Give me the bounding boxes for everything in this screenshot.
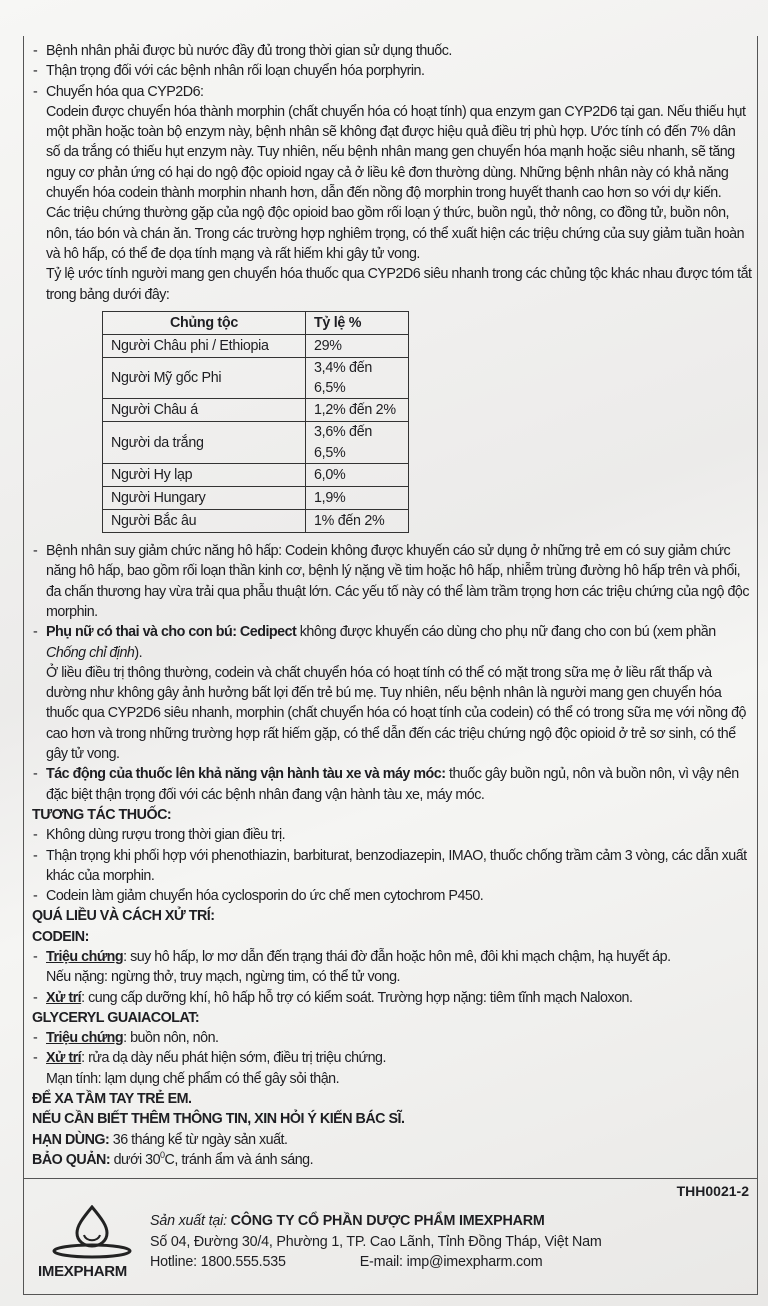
pregnancy-end: ). <box>134 644 143 661</box>
interaction-item: - Thận trọng khi phối hợp với phenothiazin, barbiturat, benzodiazepin, IMAO, thuốc chống trầm cảm 3 vòng, các dẫn xuất khác của morphin. <box>32 846 752 887</box>
treatment-text: : rửa dạ dày nếu phát hiện sớm, điều trị triệu chứng. <box>81 1050 386 1067</box>
pregnancy-item <box>32 622 752 663</box>
table-row <box>103 422 409 464</box>
driving-item <box>32 764 752 805</box>
symptoms-text: : suy hô hấp, lơ mơ dẫn đến trạng thái đờ đẫn hoặc hôn mê, đôi khi mạch chậm, hạ huyết áp. <box>123 948 671 965</box>
precaution-item: - Bệnh nhân phải được bù nước đầy đủ trong thời gian sử dụng thuốc. <box>32 41 752 61</box>
precaution-item: - Thận trọng đối với các bệnh nhân rối loạn chuyển hóa porphyrin. <box>32 61 752 81</box>
pregnancy-text: không được khuyến cáo dùng cho phụ nữ đang cho con bú (xem phần <box>296 624 716 641</box>
symptoms-label: Triệu chứng <box>46 1030 124 1047</box>
storage-value: dưới 30 <box>110 1151 161 1168</box>
treatment-text: : cung cấp dưỡng khí, hô hấp hỗ trợ có kiểm soát. Trường hợp nặng: tiêm tĩnh mạch Naloxon. <box>81 989 633 1006</box>
pregnancy-paragraph: Ở liều điều trị thông thường, codein và chất chuyển hóa có hoạt tính có thể có mặt trong sữa mẹ ở liều rất thấp và dường như không gây ảnh hưởng bất lợi đến trẻ bú mẹ. Tuy nhiên, nếu bệnh nhân là người mang gen chuyển hóa thuốc qua CYP2D6 siêu nhanh, morphin (chất chuyển hóa có hoạt tính của codein) có thể có trong sữa mẹ với nồng độ cao hơn và trong những trường hợp rất hiếm gặp, có thể dẫn đến các triệu chứng ngộ độc opioid ở trẻ sơ sinh, có thể gây tử vong. <box>46 664 746 763</box>
manufacturer-box <box>23 1179 758 1295</box>
storage-label: BẢO QUẢN: <box>32 1151 111 1168</box>
ethnicity-table <box>102 311 409 533</box>
rate-cell: 3,6% đến 6,5% <box>306 422 409 464</box>
ethnicity-cell: Người Châu phi / Ethiopia <box>103 334 306 357</box>
storage-value: C, tránh ẩm và ánh sáng. <box>164 1151 314 1168</box>
pregnancy-label: Phụ nữ có thai và cho con bú: Cedipect <box>46 624 297 641</box>
driving-label: Tác động của thuốc lên khả năng vận hành tàu xe và máy móc: <box>46 766 446 783</box>
rate-cell: 29% <box>306 334 409 357</box>
rate-cell: 6,0% <box>306 464 409 487</box>
leaflet-text <box>32 41 752 1170</box>
rate-cell: 1,9% <box>306 487 409 510</box>
table-row <box>103 357 409 399</box>
logo-text: IMEXPHARM <box>38 1263 127 1281</box>
interaction-item: - Codein làm giảm chuyển hóa cyclosporin do ức chế men cytochrom P450. <box>32 886 752 906</box>
interaction-item: - Không dùng rượu trong thời gian điều trị. <box>32 825 752 845</box>
ethnicity-cell: Người Hungary <box>103 487 306 510</box>
table-row <box>103 487 409 510</box>
guaiacolat-heading: GLYCERYL GUAIACOLAT: <box>32 1009 200 1026</box>
rate-cell: 3,4% đến 6,5% <box>306 357 409 399</box>
notice: NẾU CẦN BIẾT THÊM THÔNG TIN, XIN HỎI Ý KIẾN BÁC SĨ. <box>32 1111 405 1128</box>
codein-heading: CODEIN: <box>32 928 89 945</box>
interactions-heading: TƯƠNG TÁC THUỐC: <box>32 806 172 823</box>
respiratory-item: - Bệnh nhân suy giảm chức năng hô hấp: Codein không được khuyến cáo sử dụng ở những trẻ em có suy giảm chức năng hô hấp, bao gồm rối loạn thần kinh cơ, bệnh lý nặng về tim hoặc hô hấp, nhiễm trùng đường hô hấp trên và phổi, đa chấn thương hay vừa trải qua phẫu thuật lớn. Các yếu tố này có thể làm trầm trọng hơn các triệu chứng của ngộ độc morphin. <box>32 541 752 622</box>
symptoms-text: : buồn nôn, nôn. <box>123 1030 219 1047</box>
degree-sup: 0 <box>160 1150 165 1161</box>
guaiacolat-chronic: Mạn tính: lạm dụng chế phẩm có thể gây sỏi thận. <box>46 1070 340 1087</box>
column-header: Tỷ lệ % <box>306 311 409 334</box>
codein-treatment <box>32 988 752 1008</box>
shelf-life-value: 36 tháng kể từ ngày sản xuất. <box>109 1131 288 1148</box>
document-code: THH0021-2 <box>676 1183 749 1200</box>
ethnicity-cell: Người Hy lạp <box>103 464 306 487</box>
storage <box>32 1150 752 1170</box>
pregnancy-ref: Chống chỉ định <box>46 644 135 661</box>
table-header-row <box>103 311 409 334</box>
notice: ĐỂ XA TẦM TAY TRẺ EM. <box>32 1091 192 1108</box>
manufacturer-info <box>150 1211 602 1273</box>
treatment-label: Xử trí <box>46 1050 82 1067</box>
main-content-box <box>23 36 758 1179</box>
imexpharm-logo-icon <box>36 1205 148 1261</box>
made-label: Sản xuất tại: <box>150 1213 227 1230</box>
treatment-label: Xử trí <box>46 989 82 1006</box>
table-row <box>103 334 409 357</box>
ethnicity-cell: Người Bắc âu <box>103 510 306 533</box>
email: E-mail: imp@imexpharm.com <box>359 1254 543 1271</box>
cyp-paragraph: Các triệu chứng thường gặp của ngộ độc opioid bao gồm rối loạn ý thức, buồn ngủ, thở nông, co đồng tử, buồn nôn, nôn, táo bón và chán ăn. Trong các trường hợp nghiêm trọng, có thể xuất hiện các triệu chứng của suy giảm tuần hoàn và hô hấp, có thể đe dọa tính mạng và rất hiếm khi gây tử vong. <box>46 205 745 262</box>
hotline: Hotline: 1800.555.535 <box>150 1254 286 1271</box>
cyp-paragraph: Tỷ lệ ước tính người mang gen chuyển hóa thuốc qua CYP2D6 siêu nhanh trong các chủng tộc khác nhau được tóm tắt trong bảng dưới đây: <box>46 266 752 303</box>
column-header: Chủng tộc <box>103 311 306 334</box>
ethnicity-cell: Người Châu á <box>103 399 306 422</box>
company-name: CÔNG TY CỔ PHẦN DƯỢC PHẨM IMEXPHARM <box>226 1213 545 1230</box>
codein-severe: Nếu nặng: ngừng thở, truy mạch, ngừng tim, có thể tử vong. <box>46 969 401 986</box>
rate-cell: 1,2% đến 2% <box>306 399 409 422</box>
ethnicity-cell: Người Mỹ gốc Phi <box>103 357 306 399</box>
overdose-heading: QUÁ LIỀU VÀ CÁCH XỬ TRÍ: <box>32 908 215 925</box>
made-at <box>150 1211 602 1232</box>
address: Số 04, Đường 30/4, Phường 1, TP. Cao Lãnh, Tỉnh Đồng Tháp, Việt Nam <box>150 1233 602 1250</box>
ethnicity-cell: Người da trắng <box>103 422 306 464</box>
symptoms-label: Triệu chứng <box>46 948 124 965</box>
driving-text: thuốc gây buồn ngủ, nôn và buồn nôn, vì vậy nên đặc biệt thận trọng đối với các bệnh nhân đang vận hành tàu xe, máy móc. <box>46 766 739 803</box>
table-row <box>103 510 409 533</box>
shelf-life-label: HẠN DÙNG: <box>32 1131 110 1148</box>
cyp-paragraph: Codein được chuyển hóa thành morphin (chất chuyển hóa có hoạt tính) qua enzym gan CYP2D6 tại gan. Nếu thiếu hụt một phần hoặc toàn bộ enzym này, bệnh nhân sẽ không đạt được hiệu quả điều trị phù hợp. Ước tính có đến 7% dân số da trắng có thiếu hụt enzym này. Tuy nhiên, nếu bệnh nhân mang gen chuyển hóa mạnh hoặc siêu nhanh, sẽ tăng nguy cơ phản ứng có hại do ngộ độc opioid ngay cả ở liều kê đơn thường dùng. Những bệnh nhân này có khả năng chuyển hóa codein thành morphin nhanh hơn, dẫn đến nồng độ morphin trong huyết thanh cao hơn so với dự kiến. <box>46 103 746 202</box>
guaiacolat-symptoms <box>32 1028 752 1048</box>
contacts <box>150 1252 602 1273</box>
guaiacolat-treatment <box>32 1048 752 1068</box>
rate-cell: 1% đến 2% <box>306 510 409 533</box>
precaution-item: - Chuyển hóa qua CYP2D6: <box>32 82 752 102</box>
codein-symptoms <box>32 947 752 967</box>
table-row <box>103 464 409 487</box>
table-row <box>103 399 409 422</box>
